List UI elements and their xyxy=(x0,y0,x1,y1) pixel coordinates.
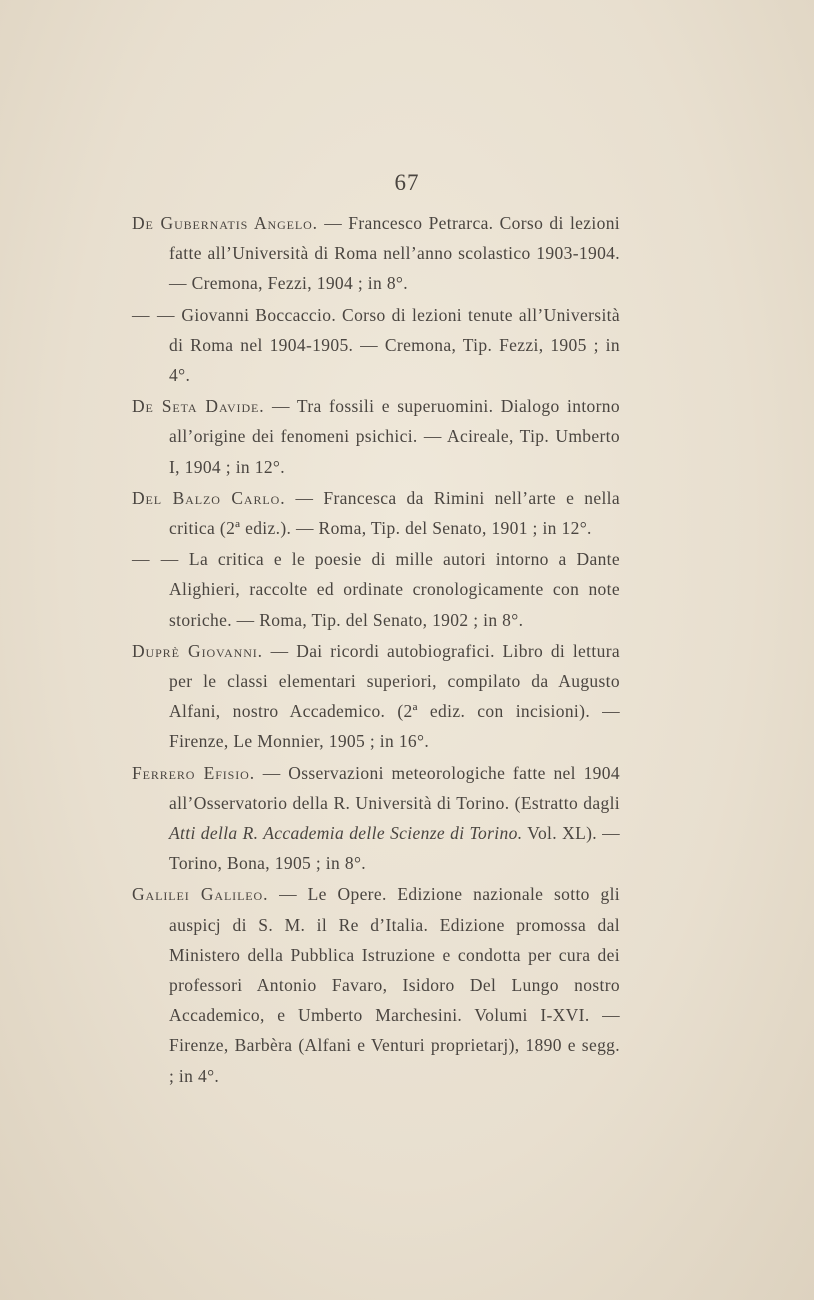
entry-text-after: Vol. XL). — Torino, Bona, 1905 ; in 8°. xyxy=(169,823,620,874)
entry-author: De Gubernatis Angelo. xyxy=(132,213,318,233)
bibliography-entry xyxy=(132,758,620,879)
entry-text: — Le Opere. Edizione nazionale sotto gli auspicj di S. M. il Re d’Italia. Edizione promossa dal Ministero della Pubblica Istruzione e condotta per cura dei professori Antonio Favaro, Isidoro Del Lungo nostro Accademico, e Umberto Marchesini. Volumi I-XVI. — Firenze, Barbèra (Alfani e Venturi proprietarj), 1890 e segg. ; in 4°. xyxy=(169,884,620,1086)
entry-text: La critica e le poesie di mille autori intorno a Dante Alighieri, raccolte ed ordinate cronologicamente con note storiche. — Roma, Tip. del Senato, 1902 ; in 8°. xyxy=(169,549,620,630)
entry-author: — — xyxy=(132,304,176,325)
page-number: 67 xyxy=(394,170,420,195)
entry-author: Duprè Giovanni. xyxy=(132,640,263,661)
entry-author: Del Balzo Carlo. xyxy=(132,487,286,508)
bibliography-entry xyxy=(132,208,620,299)
entry-text: — Tra fossili e superuomini. Dialogo intorno all’origine dei fenomeni psichici. — Acireale, Tip. Umberto I, 1904 ; in 12°. xyxy=(169,396,621,477)
entry-author: Galilei Galileo. xyxy=(132,884,269,905)
bibliography-entry xyxy=(132,300,620,391)
entry-text: — Francesca da Rimini nell’arte e nella critica (2ª ediz.). — Roma, Tip. del Senato, 1901 ; in 12°. xyxy=(169,487,620,539)
bibliography-entry xyxy=(132,391,620,482)
entry-author: De Seta Davide. xyxy=(132,396,265,417)
entry-author: — — xyxy=(132,549,180,570)
entry-text: — Osservazioni meteorologiche fatte nel 1904 all’Osservatorio della R. Università di Torino. (Estratto dagli xyxy=(169,762,620,813)
bibliography-entry xyxy=(132,483,620,543)
entry-text: — Dai ricordi autobiografici. Libro di lettura per le classi elementari superiori, compilato da Augusto Alfani, nostro Accademico. (2ª ediz. con incisioni). — Firenze, Le Monnier, 1905 ; in 16°. xyxy=(169,640,620,752)
entry-text: — Francesco Petrarca. Corso di lezioni fatte all’Università di Roma nell’anno scolastico 1903-1904. — Cremona, Fezzi, 1904 ; in 8°. xyxy=(169,213,621,294)
bibliography-entry xyxy=(132,879,620,1090)
entry-italic-title: Atti della R. Accademia delle Scienze di Torino. xyxy=(169,823,523,844)
entry-author: Ferrero Efisio. xyxy=(132,762,255,783)
entry-text: Giovanni Boccaccio. Corso di lezioni tenute all’Università di Roma nel 1904-1905. — Cremona, Tip. Fezzi, 1905 ; in 4°. xyxy=(169,304,620,386)
bibliography-entry xyxy=(132,544,620,635)
bibliography-list xyxy=(132,208,620,1091)
bibliography-entry xyxy=(132,636,620,757)
